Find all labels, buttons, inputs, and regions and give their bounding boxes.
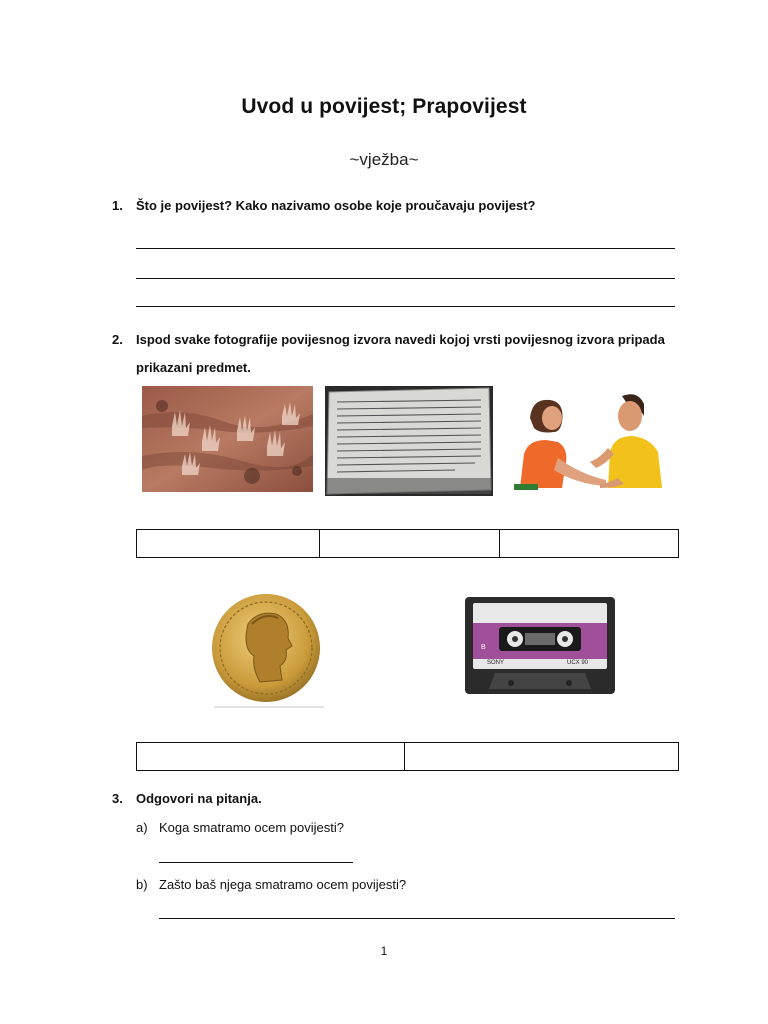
cassette-image xyxy=(465,597,615,694)
answer-table-row-2 xyxy=(136,742,679,771)
question-1-number: 1. xyxy=(112,198,123,213)
cave-painting-image xyxy=(142,386,313,492)
question-3b-text: Zašto baš njega smatramo ocem povijesti? xyxy=(159,877,407,892)
answer-line-3b[interactable] xyxy=(159,918,675,919)
page-title: Uvod u povijest; Prapovijest xyxy=(241,95,527,118)
cassette-brand-label: SONY xyxy=(487,660,505,666)
question-2-number: 2. xyxy=(112,332,123,347)
question-2-text-line1: Ispod svake fotografije povijesnog izvora navedi kojoj vrsti povijesnog izvora pripada xyxy=(136,332,665,347)
page-number: 1 xyxy=(380,944,388,958)
answer-line-1[interactable] xyxy=(136,248,675,249)
answer-cell-manuscript[interactable] xyxy=(320,530,500,557)
answer-cell-cassette[interactable] xyxy=(405,743,678,770)
question-1-text: Što je povijest? Kako nazivamo osobe koje proučavaju povijest? xyxy=(136,198,536,213)
answer-cell-cave-painting[interactable] xyxy=(137,530,320,557)
answer-table-row-1 xyxy=(136,529,679,558)
answer-line-3a[interactable] xyxy=(159,862,353,863)
cassette-model-label: UCX 90 xyxy=(567,660,589,666)
cassette-side-label: B xyxy=(481,644,486,651)
answer-cell-coin[interactable] xyxy=(137,743,405,770)
answer-line-3[interactable] xyxy=(136,306,675,307)
roman-coin-image xyxy=(208,594,326,710)
question-3a-label: a) xyxy=(136,820,148,835)
question-3-text: Odgovori na pitanja. xyxy=(136,791,262,806)
question-3-number: 3. xyxy=(112,791,123,806)
question-2-text-line2: prikazani predmet. xyxy=(136,360,251,375)
page-subtitle: ~vježba~ xyxy=(349,150,419,169)
answer-cell-people-talking[interactable] xyxy=(500,530,678,557)
manuscript-image xyxy=(325,386,493,496)
people-talking-image xyxy=(510,388,666,492)
answer-line-2[interactable] xyxy=(136,278,675,279)
question-3a-text: Koga smatramo ocem povijesti? xyxy=(159,820,344,835)
question-3b-label: b) xyxy=(136,877,148,892)
